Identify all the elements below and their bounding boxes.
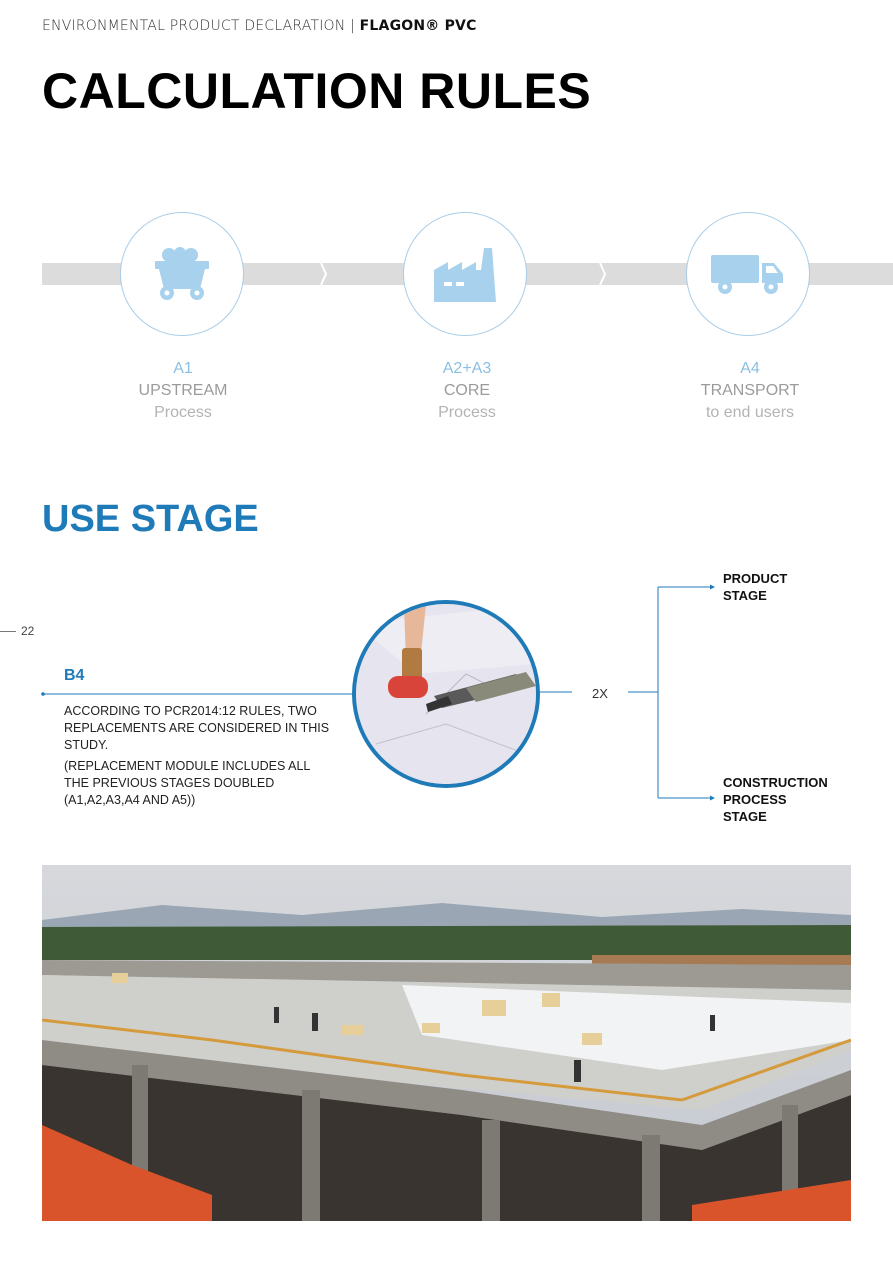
b4-paragraph-1: ACCORDING TO PCR2014:12 RULES, TWO REPLACEMENTS ARE CONSIDERED IN THIS STUDY. [64, 704, 330, 752]
target-line: STAGE [723, 809, 767, 824]
stage-name: CORE [443, 382, 491, 399]
stage-label-a4 [650, 358, 850, 424]
stage-circle-a2a3 [403, 212, 527, 336]
welding-illustration [356, 604, 536, 784]
target-line: STAGE [723, 588, 767, 603]
section-title-use-stage: USE STAGE [42, 498, 259, 540]
target-line: PRODUCT [723, 571, 788, 586]
b4-paragraph-2: (REPLACEMENT MODULE INCLUDES ALL THE PREVIOUS STAGES DOUBLED (A1,A2,A3,A4 AND A5)) [64, 759, 310, 807]
mining-cart-icon [153, 247, 211, 301]
module-code-b4: B4 [64, 667, 85, 684]
target-line: CONSTRUCTION [723, 775, 828, 790]
page-number-tick [0, 631, 16, 632]
stage-code: A1 [173, 360, 193, 377]
target-product-stage [723, 570, 787, 604]
stage-name: TRANSPORT [700, 382, 800, 399]
stage-code: A4 [740, 360, 760, 377]
header-title: ENVIRONMENTAL PRODUCT DECLARATION | [42, 18, 360, 34]
stage-label-a1 [83, 358, 283, 424]
stage-circle-a1 [120, 212, 244, 336]
stage-circle-a4 [686, 212, 810, 336]
construction-site-illustration [42, 865, 851, 1221]
multiplier-label: 2X [592, 686, 608, 701]
target-line: PROCESS [723, 792, 787, 807]
stage-name: UPSTREAM [138, 382, 228, 399]
stage-code: A2+A3 [442, 360, 492, 377]
stage-desc: Process [438, 404, 496, 421]
stage-label-a2a3 [367, 358, 567, 424]
page-number [0, 624, 34, 638]
header-brand: FLAGON® PVC [359, 18, 477, 34]
stage-desc: to end users [705, 404, 795, 421]
construction-site-photo [42, 865, 851, 1221]
document-header [42, 18, 477, 34]
page-title: CALCULATION RULES [42, 63, 592, 119]
b4-description [64, 703, 334, 813]
stage-desc: Process [154, 404, 212, 421]
welding-tool-image [352, 600, 540, 788]
page-number-value: 22 [21, 624, 35, 638]
truck-icon [711, 253, 785, 295]
target-construction-stage [723, 774, 828, 825]
factory-icon [432, 246, 498, 302]
